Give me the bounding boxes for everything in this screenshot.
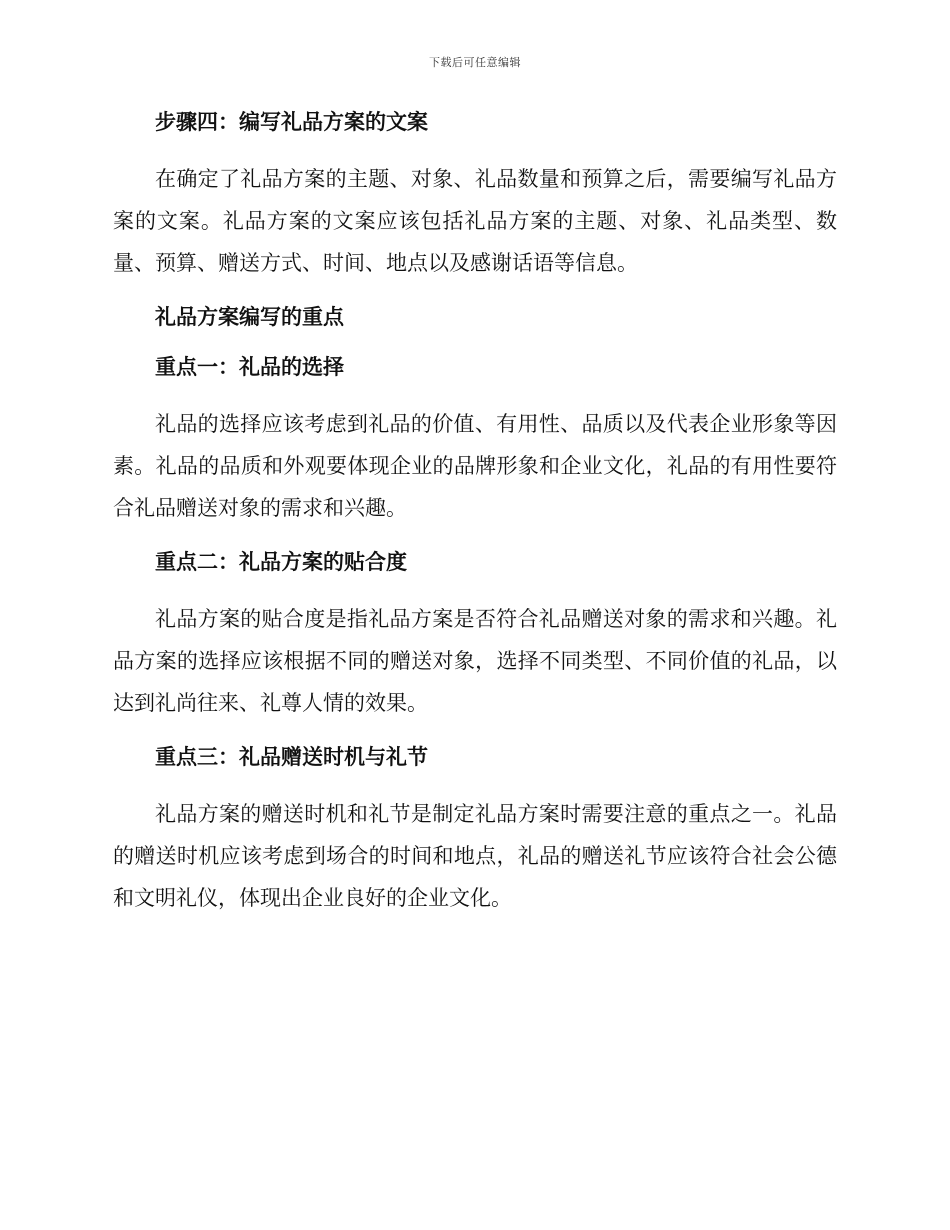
- section-heading-point-one: 重点一：礼品的选择: [155, 354, 344, 379]
- page-header: 下载后可任意编辑: [429, 56, 521, 69]
- section-heading-key-points: 礼品方案编写的重点: [155, 304, 344, 329]
- section-paragraph-step-four: 在确定了礼品方案的主题、对象、礼品数量和预算之后，需要编写礼品方案的文案。礼品方案的文案应该包括礼品方案的主题、对象、礼品类型、数量、预算、赠送方式、时间、地点以及感谢话语等信息。: [113, 167, 837, 275]
- section-paragraph-point-two: 礼品方案的贴合度是指礼品方案是否符合礼品赠送对象的需求和兴趣。礼品方案的选择应该根据不同的赠送对象，选择不同类型、不同价值的礼品，以达到礼尚往来、礼尊人情的效果。: [113, 607, 837, 715]
- section-heading-point-three: 重点三：礼品赠送时机与礼节: [155, 744, 428, 769]
- section-heading-step-four: 步骤四：编写礼品方案的文案: [155, 109, 428, 134]
- document-body: [113, 108, 837, 919]
- section-paragraph-point-three: 礼品方案的赠送时机和礼节是制定礼品方案时需要注意的重点之一。礼品的赠送时机应该考虑到场合的时间和地点，礼品的赠送礼节应该符合社会公德和文明礼仪，体现出企业良好的企业文化。: [113, 802, 837, 910]
- section-heading-point-two: 重点二：礼品方案的贴合度: [155, 549, 407, 574]
- section-paragraph-point-one: 礼品的选择应该考虑到礼品的价值、有用性、品质以及代表企业形象等因素。礼品的品质和外观要体现企业的品牌形象和企业文化，礼品的有用性要符合礼品赠送对象的需求和兴趣。: [113, 412, 837, 520]
